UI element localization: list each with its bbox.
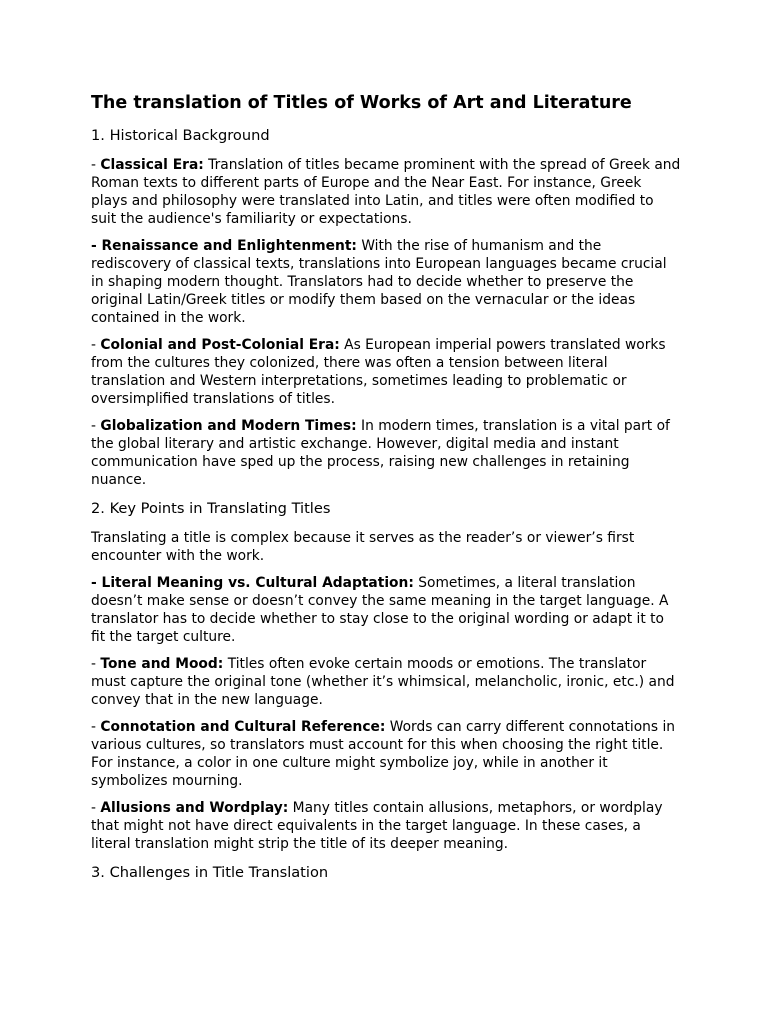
paragraph-globalization-modern [91,417,681,489]
paragraph-renaissance-enlightenment [91,237,681,327]
paragraph-allusions-wordplay [91,799,681,853]
paragraph-text: As European imperial powers translated works from the cultures they colonized, there was often a tension between literal translation and Western interpretations, sometimes leading to problematic or oversimplified translations of titles. [91,337,666,407]
paragraph-prefix: - [91,656,101,672]
paragraph-text: Many titles contain allusions, metaphors, or wordplay that might not have direct equivalents in the target language. In these cases, a literal translation might strip the title of its deeper meaning. [91,800,663,852]
paragraph-prefix: - [91,800,101,816]
paragraph-prefix: - [91,719,101,735]
paragraph-lead: Tone and Mood: [100,656,224,672]
paragraph-lead: Allusions and Wordplay: [100,800,289,816]
paragraph-prefix: - [91,337,101,353]
section-intro: Translating a title is complex because it serves as the reader’s or viewer’s first encounter with the work. [91,530,635,564]
paragraph-text: Translation of titles became prominent with the spread of Greek and Roman texts to different parts of Europe and the Near East. For instance, Greek plays and philosophy were translated into Latin, and titles were often modified to suit the audience's familiarity or expectations. [91,157,681,227]
paragraph-tone-mood [91,655,681,709]
paragraph-lead: Colonial and Post-Colonial Era: [100,337,340,353]
paragraph-connotation-cultural-reference [91,718,681,790]
document-title: The translation of Titles of Works of Art and Literature [91,93,632,113]
paragraph-lead: - Literal Meaning vs. Cultural Adaptation: [91,575,414,591]
paragraph-lead: Connotation and Cultural Reference: [100,719,386,735]
paragraph-lead: - Renaissance and Enlightenment: [91,238,357,254]
paragraph-prefix: - [91,418,101,434]
paragraph-lead: Classical Era: [100,157,204,173]
paragraph-literal-vs-cultural [91,574,681,646]
paragraph-classical-era [91,156,681,228]
section-heading-key-points: 2. Key Points in Translating Titles [91,500,331,517]
paragraph-text: Sometimes, a literal translation doesn’t make sense or doesn’t convey the same meaning in the target language. A translator has to decide whether to stay close to the original wording or adapt it to fit the target culture. [91,575,669,645]
paragraph-lead: Globalization and Modern Times: [100,418,357,434]
section-heading-challenges: 3. Challenges in Title Translation [91,864,329,881]
document-body [91,91,681,883]
paragraph-text: Titles often evoke certain moods or emotions. The translator must capture the original tone (whether it’s whimsical, melancholic, ironic, etc.) and convey that in the new language. [91,656,675,708]
paragraph-prefix: - [91,157,101,173]
paragraph-text: With the rise of humanism and the rediscovery of classical texts, translations into European languages became crucial in shaping modern thought. Translators had to decide whether to preserve the original Latin/Greek titles or modify them based on the vernacular or the ideas contained in the work. [91,238,667,326]
section-heading-historical-background: 1. Historical Background [91,127,270,144]
paragraph-text: In modern times, translation is a vital part of the global literary and artistic exchange. However, digital media and instant communication have sped up the process, raising new challenges in retaining nuance. [91,418,670,488]
paragraph-colonial-post-colonial [91,336,681,408]
paragraph-text: Words can carry different connotations in various cultures, so translators must account for this when choosing the right title. For instance, a color in one culture might symbolize joy, while in another it symbolizes mourning. [91,719,676,789]
